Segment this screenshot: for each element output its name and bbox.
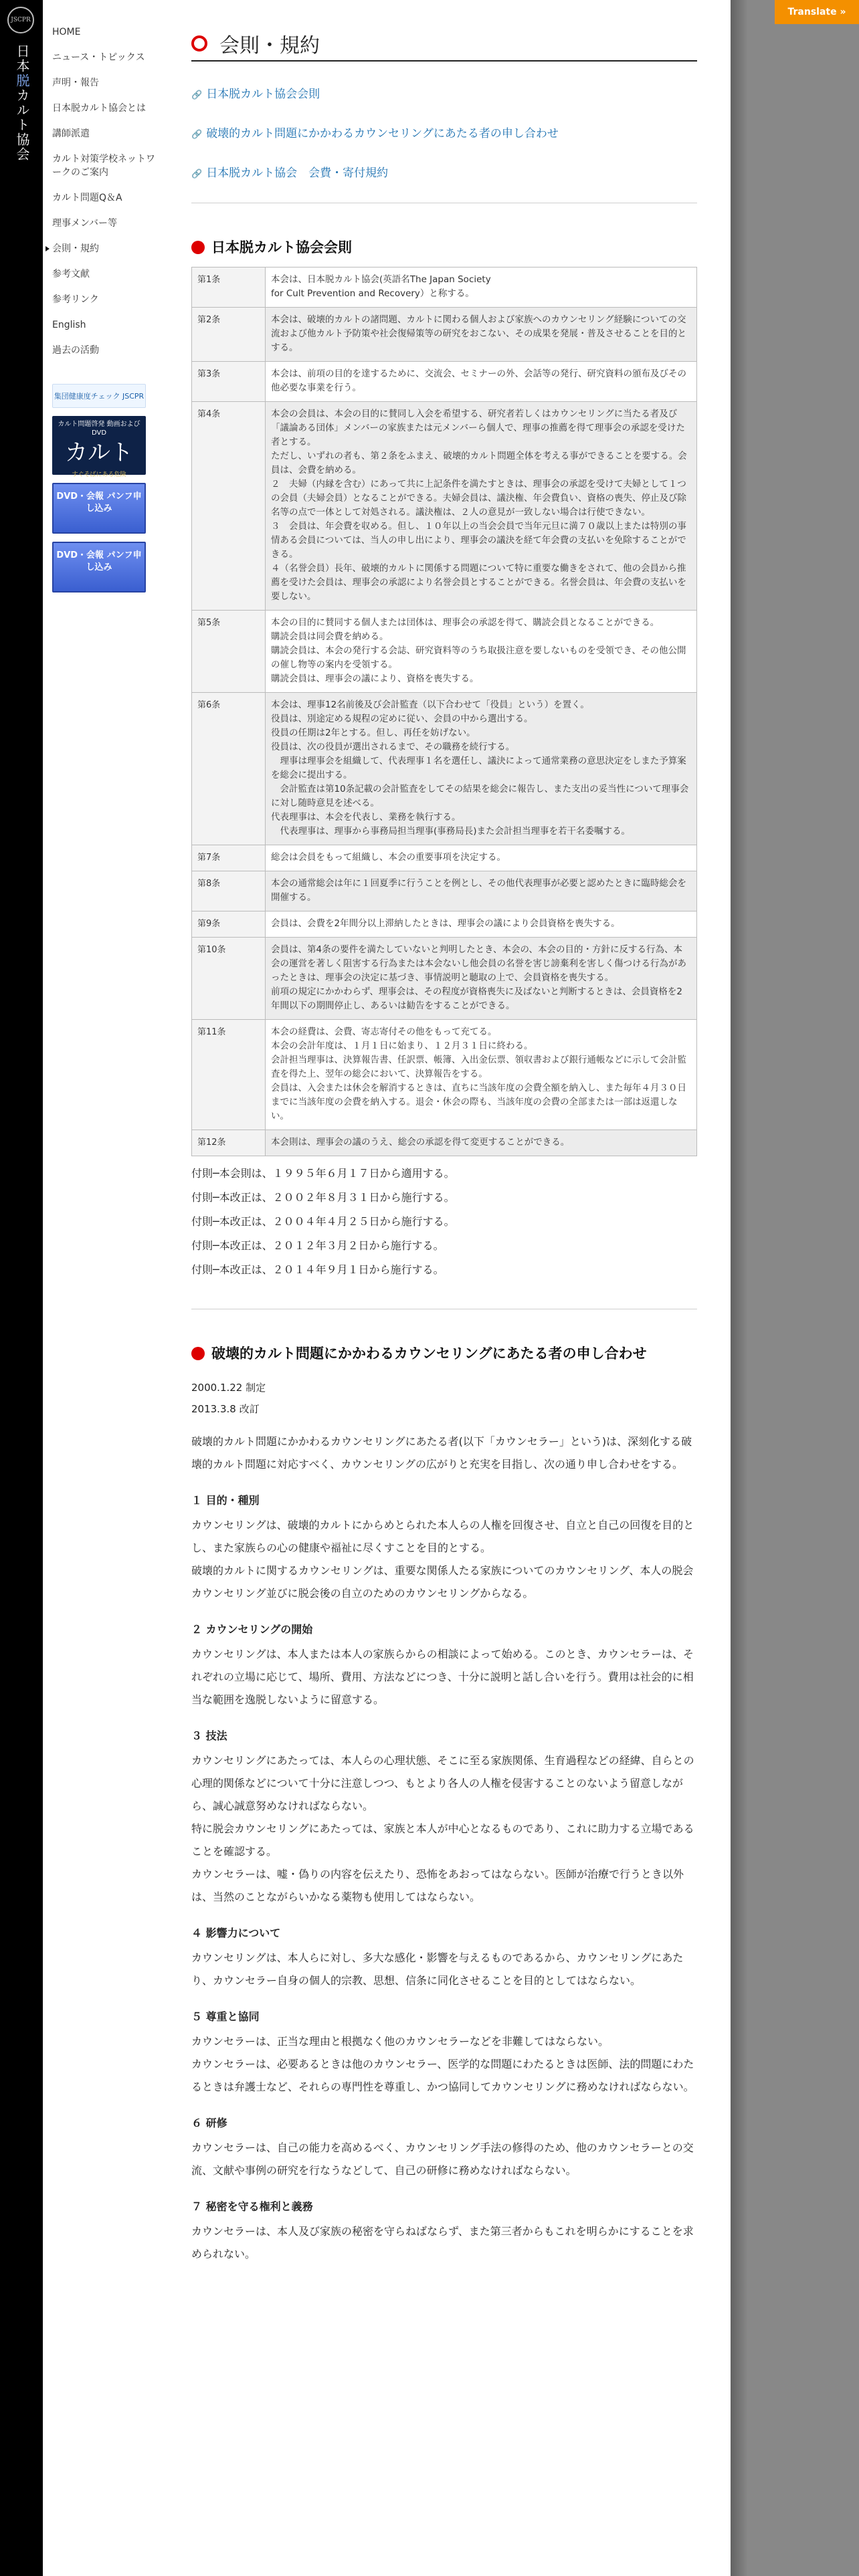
sidebar-item[interactable]: 過去の活動 xyxy=(52,345,99,356)
supplementary-line: 付則─本会則は、１９９５年６月１７日から適用する。 xyxy=(191,1167,455,1180)
agreement-item-heading: ７ 秘密を守る権利と義務 xyxy=(191,2200,313,2213)
article-text: 本会の会員は、本会の目的に賛同し入会を希望する、研究者若しくはカウンセリングに当たる者及び「議論ある団体」メンバーの家族または元メンバーら個人で、理事の推薦を得て理事会の承認を受けた者とする。 ただし、いずれの者も、第２条をふまえ、破壊的カルト問題全体を考える事ができることを要する。会員は、会費を納める。 ２ 夫婦（内縁を含む）にあって共に上記条件を満たすときは、理事会の承認を受けて夫婦として１つの会員（夫婦会員）となることができる。夫婦会員は、議決権、年会費負い、資格の喪失、停止及び除名等の点で一体として対処される。議決権は、２人の意見が一致しない場合は行使できない。 ３ 会員は、年会費を収める。但し、１０年以上の当会会員で当年元旦に満７０歳以上または特別の事情ある会員については、当人の申し出により、理事会の議決を経て年会費の支払いを免除することができる。 ４（名誉会員）長年、破壊的カルトに関係する問題について特に重要な働きをされて、他の会員から推薦を受けた会員は、理事会の承認により名誉会員とすることができる。名誉会員は、年会費の支払いを要しない。 xyxy=(266,402,697,611)
dvd-order-form-banner[interactable] xyxy=(52,542,146,593)
table-row xyxy=(192,362,697,402)
red-dot-icon xyxy=(191,1347,205,1360)
sidebar-item[interactable]: カルト問題Q＆A xyxy=(52,193,122,203)
agreement-dates xyxy=(191,1377,697,1420)
agreement-paragraph: カウンセラーは、嘘・偽りの内容を伝えたり、恐怖をあおってはならない。医師が治療で行うとき以外は、当然のことながらいかなる薬物も使用してはならない。 xyxy=(191,1868,684,1903)
article-number: 第6条 xyxy=(192,693,266,845)
table-row xyxy=(192,845,697,871)
sidebar-item[interactable]: カルト対策学校ネットワークのご案内 xyxy=(52,154,155,178)
sidebar-nav xyxy=(52,25,158,357)
logo[interactable] xyxy=(7,7,34,33)
article-number: 第12条 xyxy=(192,1130,266,1156)
agreement-item-heading: ６ 研修 xyxy=(191,2117,227,2129)
article-number: 第8条 xyxy=(192,871,266,911)
article-text: 本会は、前項の目的を達するために、交流会、セミナーの外、会話等の発行、研究資料の頒布及びその他必要な事業を行う。 xyxy=(266,362,697,402)
agreement-item xyxy=(191,1925,697,1992)
article-text: 総会は会員をもって組織し、本会の重要事項を決定する。 xyxy=(266,845,697,871)
translate-button[interactable] xyxy=(775,0,859,24)
main-content xyxy=(158,0,731,2576)
sidebar-item[interactable]: HOME xyxy=(52,27,81,37)
article-number: 第11条 xyxy=(192,1020,266,1130)
agreement-paragraph: カウンセラーは、自己の能力を高めるべく、カウンセリング手法の修得のため、他のカウンセラーとの交流、文献や事例の研究を行なうなどして、自己の研修に務めなければならない。 xyxy=(191,2141,694,2177)
revised-date: 2013.3.8 改訂 xyxy=(191,1403,260,1415)
sidebar-item[interactable]: 理事メンバー等 xyxy=(52,218,118,229)
sidebar-item[interactable]: 会則・規約 xyxy=(52,242,158,255)
supplementary-line: 付則─本改正は、２００４年４月２５日から施行する。 xyxy=(191,1215,455,1228)
table-row xyxy=(192,938,697,1020)
table-row xyxy=(192,308,697,362)
section-heading-text: 日本脱カルト協会会則 xyxy=(211,239,352,255)
sidebar-item[interactable]: 声明・報告 xyxy=(52,78,99,88)
translate-label: Translate » xyxy=(787,7,846,17)
toc-link[interactable] xyxy=(191,163,697,180)
agreement-item xyxy=(191,2198,697,2266)
supplementary-line: 付則─本改正は、２０１４年９月１日から施行する。 xyxy=(191,1263,444,1276)
banner-label: 集団健康度チェック JSCPR xyxy=(54,392,145,401)
agreement-paragraph: カウンセリングは、本人または本人の家族らからの相談によって始める。このとき、カウンセラーは、それぞれの立場に応じて、場所、費用、方法などにつき、十分に説明と話し合いを行う。費用は社会的に相当な範囲を逸脱しないように留意する。 xyxy=(191,1648,694,1706)
agreement-item xyxy=(191,2115,697,2182)
page-title xyxy=(191,29,697,62)
link-icon: 🔗 xyxy=(191,90,203,100)
section-heading xyxy=(191,237,697,259)
sidebar-item[interactable]: 参考リンク xyxy=(52,294,99,305)
toc-link-text: 日本脱カルト協会会則 xyxy=(206,88,320,101)
toc-link-text: 日本脱カルト協会 会費・寄付規約 xyxy=(206,167,389,180)
article-number: 第7条 xyxy=(192,845,266,871)
agreement-paragraph: カウンセリングにあたっては、本人らの心理状態、そこに至る家族関係、生育過程などの経緯、自らとの心理的関係などについて十分に注意しつつ、もとより各人の人権を侵害することのないよう留意しながら、誠心誠意努めなければならない。 xyxy=(191,1754,694,1812)
supplementary-line: 付則─本改正は、２０１２年３月２日から施行する。 xyxy=(191,1239,444,1252)
banner-label: DVD・会報 パンフ申し込み xyxy=(56,492,142,514)
agreement-paragraph: 特に脱会カウンセリングにあたっては、家族と本人が中心となるものであり、これに助力する立場であることを確認する。 xyxy=(191,1822,694,1858)
agreement-paragraph: カウンセリングは、破壊的カルトにからめとられた本人らの人権を回復させ、自立と自己の回復を目的とし、また家族らの心の健康や福祉に尽くすことを目的とする。 xyxy=(191,1519,694,1554)
sidebar-item[interactable]: 日本脱カルト協会とは xyxy=(52,103,146,114)
banner-title: カルト xyxy=(65,439,133,466)
table-row xyxy=(192,871,697,911)
toc-link[interactable] xyxy=(191,84,697,101)
table-row xyxy=(192,911,697,938)
table-row xyxy=(192,611,697,693)
agreement-items xyxy=(191,1492,697,2266)
agreement-item-heading: ２ カウンセリングの開始 xyxy=(191,1623,313,1636)
article-text: 本会は、理事12名前後及び会計監査（以下合わせて「役員」という）を置く。 役員は、別途定める規程の定めに従い、会員の中から選出する。 役員の任期は2年とする。但し、再任を妨げない。 役員は、次の役員が選出されるまで、その職務を続行する。 理事は理事会を組織して、代表理事１名を選任し、議決によって通常業務の意思決定をしまた予算案を総会に提出する。 会計監査は第10条記載の会計監査をしてその結果を総会に報告し、また支出の妥当性について理事会に対し随時意見を述べる。 代表理事は、本会を代表し、業務を執行する。 代表理事は、理事から事務局担当理事(事務局長)また会計担当理事を若干名委嘱する。 xyxy=(266,693,697,845)
sidebar xyxy=(43,0,158,2576)
bylaws-table xyxy=(191,267,697,1156)
circle-icon xyxy=(191,35,207,51)
site-name-part: 日本 xyxy=(14,44,30,74)
article-text: 本会の通常総会は年に１回夏季に行うことを例とし、その他代表理事が必要と認めたときに臨時総会を開催する。 xyxy=(266,871,697,911)
agreement-paragraph: カウンセラーは、本人及び家族の秘密を守らねばならず、また第三者からもこれを明らかにすることを求められない。 xyxy=(191,2225,694,2260)
table-row xyxy=(192,267,697,308)
table-row xyxy=(192,1020,697,1130)
agreement-item-heading: ３ 技法 xyxy=(191,1729,227,1742)
dvd-cult-banner[interactable] xyxy=(52,416,146,478)
brand-bar xyxy=(0,0,43,2576)
section-heading-text: 破壊的カルト問題にかかわるカウンセリングにあたる者の申し合わせ xyxy=(211,1346,647,1362)
site-name[interactable] xyxy=(9,44,32,162)
table-row xyxy=(192,402,697,611)
supplementary-line: 付則─本改正は、２００２年８月３１日から施行する。 xyxy=(191,1191,455,1204)
link-icon: 🔗 xyxy=(191,130,203,140)
counseling-agreement xyxy=(191,1343,697,2266)
agreement-item xyxy=(191,1621,697,1711)
agreement-item xyxy=(191,2008,697,2099)
agreement-paragraph: 破壊的カルトに関するカウンセリングは、重要な関係人たる家族についてのカウンセリング、本人の脱会カウンセリング並びに脱会後の自立のためのカウンセリングからなる。 xyxy=(191,1564,694,1600)
article-number: 第10条 xyxy=(192,938,266,1020)
article-number: 第2条 xyxy=(192,308,266,362)
agreement-item-heading: １ 目的・種別 xyxy=(191,1494,260,1507)
site-name-part: カルト協会 xyxy=(14,88,30,162)
section-heading xyxy=(191,1343,697,1365)
logo-text: JSCPR xyxy=(11,17,31,23)
red-dot-icon xyxy=(191,241,205,254)
toc-link-text: 破壊的カルト問題にかかわるカウンセリングにあたる者の申し合わせ xyxy=(206,127,559,140)
banner-label: DVD・会報 パンフ申し込み xyxy=(56,550,142,572)
banner-label: カルト問題啓発 動画および DVD xyxy=(58,421,140,437)
agreement-item-heading: ５ 尊重と協同 xyxy=(191,2010,260,2023)
article-text: 本会の経費は、会費、寄志寄付その他をもって充てる。 本会の会計年度は、１月１日に始まり、１２月３１日に終わる。 会計担当理事は、決算報告書、任訳票、帳簿、入出金伝票、領収書および銀行通帳などに示して会計監査を得た上、翌年の総会において、決算報告をする。 会員は、入会または休会を解消するときは、直ちに当該年度の会費全額を納入し、また毎年４月３０日までに当該年度の会費を納入する。退会・休会の際も、当該年度の会費の全部または一部は返還しない。 xyxy=(266,1020,697,1130)
article-text: 会員は、第4条の要件を満たしていないと判明したとき、本会の、本会の目的・方針に反する行為、本会の運営を著しく阻害する行為または本会ないし他会員の名誉を害じ謗棄利を害しく傷つける行為があったときは、理事会の決定に基づき、事情説明と聴取の上で、会員資格を喪失する。 前項の規定にかかわらず、理事会は、その程度が資格喪失に及ばないと判断するときは、会員資格を2年間以下の期間停止し、あるいは勧告をすることができる。 xyxy=(266,938,697,1020)
agreement-paragraph: カウンセリングは、本人らに対し、多大な感化・影響を与えるものであるから、カウンセリングにあたり、カウンセラー自身の個人的宗教、思想、信条に同化させることを目的としてはならない。 xyxy=(191,1951,684,1987)
toc-link[interactable] xyxy=(191,124,697,140)
sidebar-item[interactable]: 講師派遣 xyxy=(52,128,90,139)
article-text: 本会は、破壊的カルトの諸問題、カルトに関わる個人および家族へのカウンセリング経験についての交流および他カルト予防策や社会復帰策等の研究をおこない、その成果を発展・普及させることを目的とする。 xyxy=(266,308,697,362)
table-row xyxy=(192,1130,697,1156)
sidebar-item[interactable]: 参考文献 xyxy=(52,269,90,280)
banner-tagline: すぐそばにある危険 xyxy=(72,471,126,478)
article-text: 本会の目的に賛同する個人または団体は、理事会の承認を得て、購読会員となることができる。 購読会員は同会費を納める。 購読会員は、本会の発行する会誌、研究資料等のうち取扱注意を要しないものを受領でき、その他公開の催し物等の案内を受領する。 購読会員は、理事会の議により、資格を喪失する。 xyxy=(266,611,697,693)
agreement-intro: 破壊的カルト問題にかかわるカウンセリングにあたる者(以下「カウンセラー」という)は、深刻化する破壊的カルト問題に対応すべく、カウンセリングの広がりと充実を目指し、次の通り申し合わせをする。 xyxy=(191,1435,692,1471)
agreement-item-heading: ４ 影響力について xyxy=(191,1927,281,1939)
article-text: 本会は、日本脱カルト協会(英語名The Japan Society for Cult Prevention and Recovery）と称する。 xyxy=(266,267,697,308)
agreement-item xyxy=(191,1492,697,1605)
agreement-item xyxy=(191,1727,697,1909)
link-icon: 🔗 xyxy=(191,169,203,179)
article-text: 本会則は、理事会の議のうえ、総会の承認を得て変更することができる。 xyxy=(266,1130,697,1156)
health-check-banner[interactable] xyxy=(52,384,146,408)
site-name-part: 脱 xyxy=(14,74,30,88)
banner-list xyxy=(52,384,158,593)
article-number: 第3条 xyxy=(192,362,266,402)
supplementary-provisions xyxy=(191,1162,697,1282)
sidebar-item[interactable]: English xyxy=(52,320,86,330)
article-number: 第9条 xyxy=(192,911,266,938)
article-text: 会員は、会費を2年間分以上滞納したときは、理事会の議により会員資格を喪失する。 xyxy=(266,911,697,938)
content-shadow xyxy=(731,0,748,2576)
page-title-text: 会則・規約 xyxy=(219,34,320,58)
article-number: 第4条 xyxy=(192,402,266,611)
table-row xyxy=(192,693,697,845)
sidebar-item[interactable]: ニュース・トピックス xyxy=(52,52,145,63)
agreement-paragraph: カウンセラーは、正当な理由と根拠なく他のカウンセラーなどを非難してはならない。 xyxy=(191,2035,609,2048)
article-number: 第1条 xyxy=(192,267,266,308)
table-of-contents xyxy=(191,84,697,180)
agreement-paragraph: カウンセラーは、必要あるときは他のカウンセラー、医学的な問題にわたるときは医師、法的問題にわたるときは弁護士など、それらの専門性を尊重し、かつ協同してカウンセリングに務めなければならない。 xyxy=(191,2058,694,2093)
enacted-date: 2000.1.22 制定 xyxy=(191,1382,266,1394)
dvd-order-banner[interactable] xyxy=(52,483,146,534)
article-number: 第5条 xyxy=(192,611,266,693)
